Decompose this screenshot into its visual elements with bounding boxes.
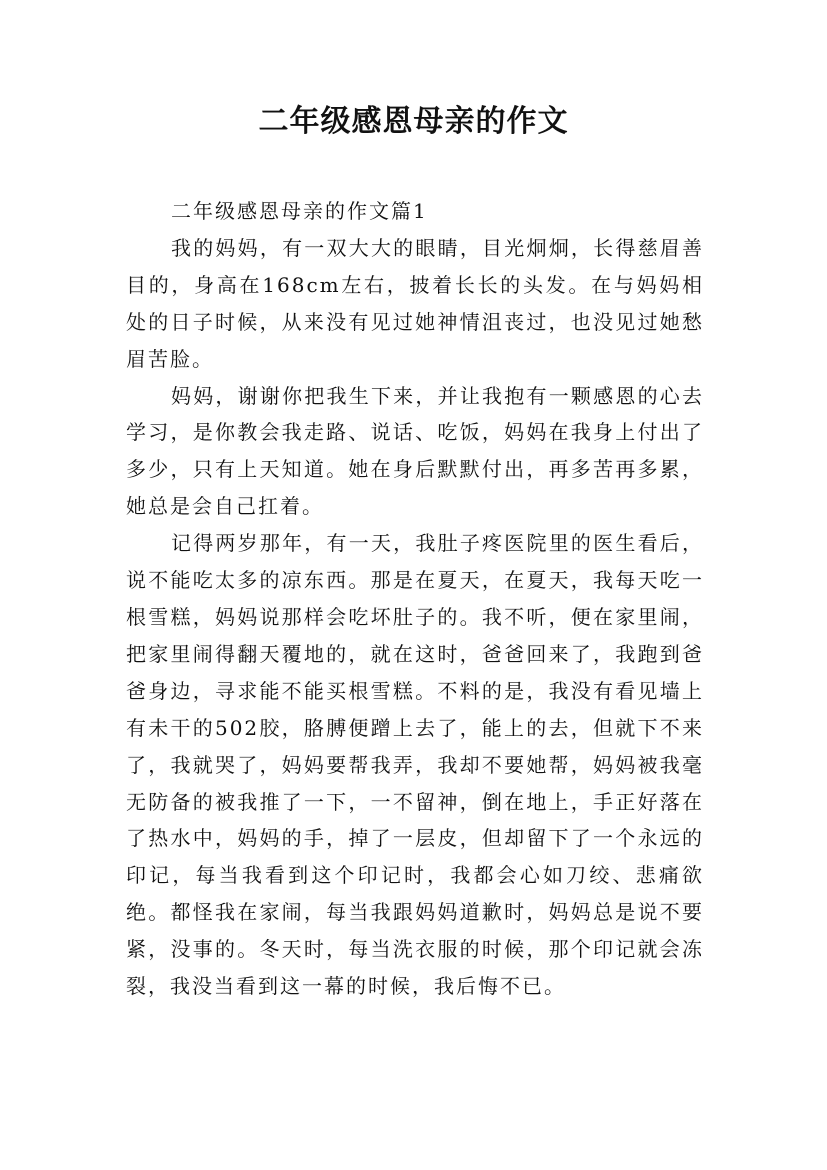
paragraph-2: 妈妈，谢谢你把我生下来，并让我抱有一颗感恩的心去学习，是你教会我走路、说话、吃饭，妈妈在我身上付出了多少，只有上天知道。她在身后默默付出，再多苦再多累，她总是会自己扛着。 xyxy=(126,383,704,519)
document-title: 二年级感恩母亲的作文 xyxy=(258,104,569,139)
document-body xyxy=(126,193,704,1005)
section-heading: 二年级感恩母亲的作文篇1 xyxy=(171,199,428,223)
paragraph-1: 我的妈妈，有一双大大的眼睛，目光炯炯，长得慈眉善目的，身高在168cm左右，披着长长的头发。在与妈妈相处的日子时候，从来没有见过她神情沮丧过，也没见过她愁眉苦脸。 xyxy=(126,235,704,371)
paragraph-3: 记得两岁那年，有一天，我肚子疼医院里的医生看后，说不能吃太多的凉东西。那是在夏天，在夏天，我每天吃一根雪糕，妈妈说那样会吃坏肚子的。我不听，便在家里闹，把家里闹得翻天覆地的，就在这时，爸爸回来了，我跑到爸爸身边，寻求能不能买根雪糕。不料的是，我没有看见墙上有未干的502胶，胳膊便蹭上去了，能上的去，但就下不来了，我就哭了，妈妈要帮我弄，我却不要她帮，妈妈被我毫无防备的被我推了一下，一不留神，倒在地上，手正好落在了热水中，妈妈的手，掉了一层皮，但却留下了一个永远的印记，每当我看到这个印记时，我都会心如刀绞、悲痛欲绝。都怪我在家闹，每当我跟妈妈道歉时，妈妈总是说不要紧，没事的。冬天时，每当洗衣服的时候，那个印记就会冻裂，我没当看到这一幕的时候，我后悔不已。 xyxy=(126,531,704,999)
